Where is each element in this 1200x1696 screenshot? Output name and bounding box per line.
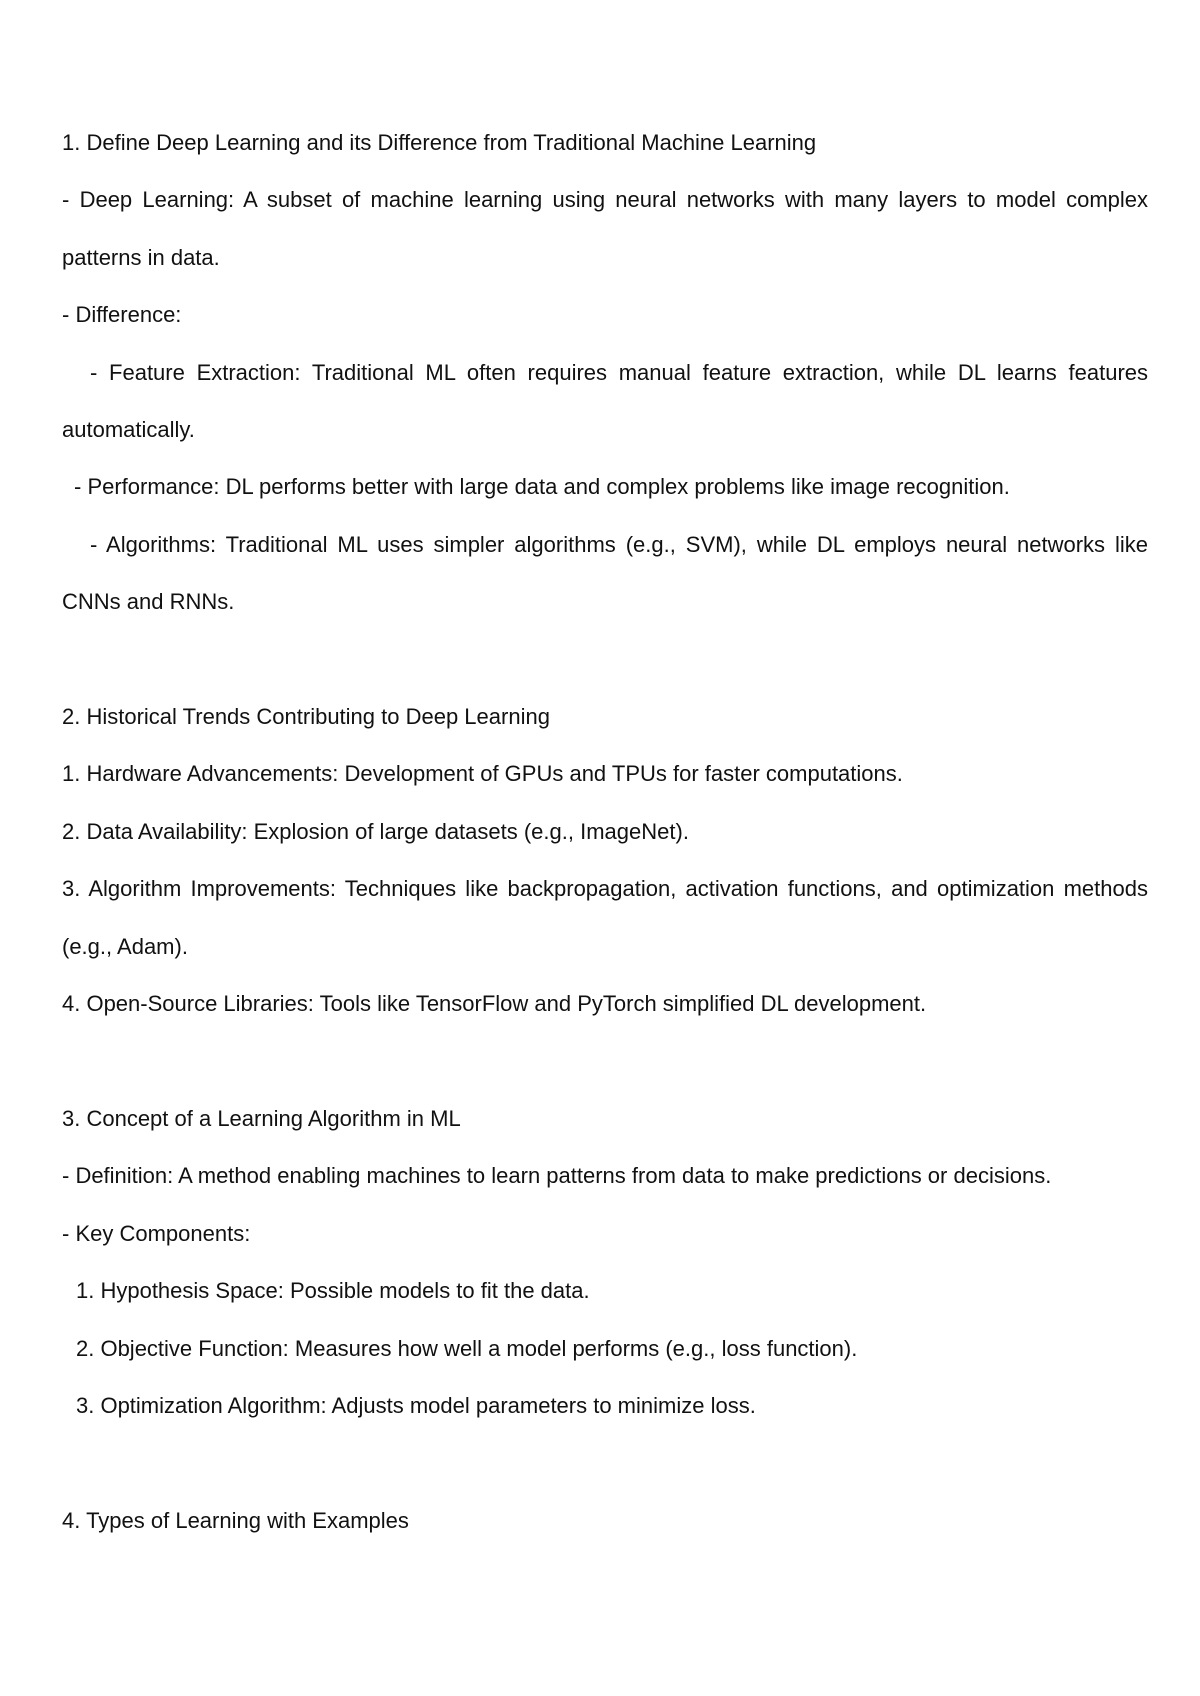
document-page [62,114,1148,1549]
key-components-label: - Key Components: [62,1220,251,1246]
deep-learning-definition: - Deep Learning: A subset of machine learning using neural networks with many layers to model complex patterns in data. [62,187,1148,270]
algorithm-improvements-item: 3. Algorithm Improvements: Techniques like backpropagation, activation functions, and optimization methods (e.g., Adam). [62,876,1148,959]
open-source-item: 4. Open-Source Libraries: Tools like TensorFlow and PyTorch simplified DL development. [62,991,927,1017]
hardware-item: 1. Hardware Advancements: Development of GPUs and TPUs for faster computations. [62,761,903,787]
section-3-heading: 3. Concept of a Learning Algorithm in ML [62,1105,461,1131]
algorithms-item: - Algorithms: Traditional ML uses simpler algorithms (e.g., SVM), while DL employs neural networks like CNNs and RNNs. [62,531,1148,615]
feature-extraction-item: - Feature Extraction: Traditional ML often requires manual feature extraction, while DL learns features automatically. [62,359,1148,443]
section-4-heading: 4. Types of Learning with Examples [62,1507,409,1533]
difference-label: - Difference: [62,302,182,328]
optimization-algorithm-item: 3. Optimization Algorithm: Adjusts model parameters to minimize loss. [76,1392,756,1418]
section-1-heading: 1. Define Deep Learning and its Difference from Traditional Machine Learning [62,130,817,155]
section-2-heading: 2. Historical Trends Contributing to Deep Learning [62,704,550,730]
objective-function-item: 2. Objective Function: Measures how well a model performs (e.g., loss function). [76,1335,858,1361]
learning-algorithm-definition: - Definition: A method enabling machines to learn patterns from data to make predictions or decisions. [62,1163,1052,1189]
performance-item: - Performance: DL performs better with large data and complex problems like image recognition. [74,474,1010,500]
hypothesis-space-item: 1. Hypothesis Space: Possible models to fit the data. [76,1278,590,1304]
data-availability-item: 2. Data Availability: Explosion of large datasets (e.g., ImageNet). [62,818,689,844]
